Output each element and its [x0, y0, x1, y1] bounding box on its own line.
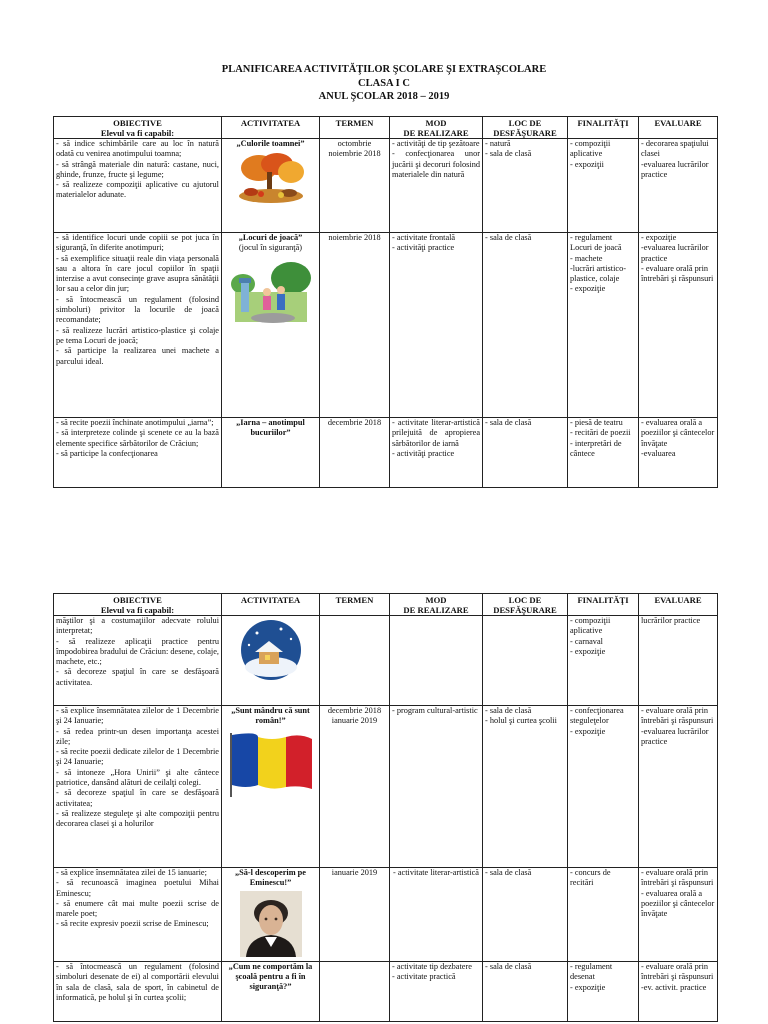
activity-title: „Să-l descoperim pe Eminescu!” [235, 868, 306, 887]
cell-text: - evaluarea orală a poeziilor şi cântecelor învăţate -evaluarea [641, 418, 715, 458]
autumn-picture [237, 152, 305, 204]
finality-cell [568, 962, 639, 1022]
col-header-objectives: OBIECTIVE Elevul va fi capabil: [54, 117, 222, 139]
cell-text: - să identifice locuri unde copiii se pot juca în siguranţă, în diferite anotimpuri; - să exemplifice situaţii reale din viaţa personală sau a altora în care jocul copiilor în spaţii interzise a avut consecinţe grave asupra sănătăţii lor sau a celor din jur; - să întocmească un regulament (folosind simboluri) privitor la locurile de joacă recomandate; - să realizeze lucrări artistico-plastice şi colaje pe tema Locuri de joacă; - să participe la realizarea unei machete a parcului ideal. [56, 233, 219, 366]
col-header-place: LOC DE DESFĂŞURARE [483, 117, 568, 139]
objectives-cell [54, 418, 222, 488]
table-row [54, 418, 718, 488]
cell-text: - natură - sala de clasă [485, 139, 532, 159]
cell-text: - sala de clasă - holul şi curtea şcolii [485, 706, 557, 726]
winter-house-picture [239, 619, 303, 681]
cell-text: - evaluare orală prin întrebări şi răspunsuri - evaluarea orală a poeziilor şi cântecelor învăţate [641, 868, 715, 919]
objectives-cell [54, 868, 222, 962]
col-header-finality: FINALITĂŢI [568, 594, 639, 616]
term-cell [320, 418, 390, 488]
mode-cell [390, 139, 483, 233]
finality-cell [568, 616, 639, 706]
cell-text: - activitate frontală - activităţi practice [392, 233, 456, 253]
place-cell [483, 616, 568, 706]
cell-text: - să explice însemnătatea zilei de 15 ianuarie; - să recunoască imaginea poetului Mihai Eminescu; - să enumere cât mai multe poezii scrise de marele poet; - să recite expresiv poezii scrise de Eminescu; [56, 868, 219, 929]
activity-title: „Culorile toamnei” [236, 139, 305, 148]
mode-cell [390, 962, 483, 1022]
activity-cell [222, 616, 320, 706]
place-cell [483, 139, 568, 233]
cell-text: ianuarie 2019 [331, 868, 378, 877]
cell-text: - evaluare orală prin întrebări şi răspunsuri -ev. activit. practice [641, 962, 714, 992]
cell-text: măştilor şi a costumaţiilor adecvate rolului interpretat; - să realizeze aplicaţii practice pentru împodobirea bradului de Crăciun: desene, colaje, machete, etc.; - să decoreze spaţiul în care se desfăşoară activitatea. [56, 616, 219, 687]
finality-cell [568, 418, 639, 488]
mode-cell [390, 868, 483, 962]
activity-title: „Sunt mândru că sunt român!” [231, 706, 310, 725]
eminescu-portrait [240, 891, 302, 957]
activity-cell [222, 139, 320, 233]
cell-text: - să explice însemnătatea zilelor de 1 Decembrie şi 24 Ianuarie; - să redea printr-un desen importanţa acestei zile; - să recite poezii dedicate zilelor de 1 Decembrie şi 24 Ianuarie; - să intoneze „Hora Unirii” şi alte cântece patriotice, dansând alături de ceilalţi colegi. - să decoreze spaţiul în care se desfăşoară activitatea; - să realizeze steguleţe şi alte compoziţii pentru decorarea clasei şi a holurilor [56, 706, 219, 829]
cell-text: - activităţi de tip şezătoare - confecţionarea unor jucării şi decoruri folosind materialele din natură [392, 139, 480, 179]
cell-text: - piesă de teatru - recitări de poezii - interpretări de cântece [570, 418, 631, 458]
activity-title: „Iarna – anotimpul bucuriilor” [236, 418, 305, 437]
cell-text: noiembrie 2018 [328, 233, 381, 242]
term-cell [320, 706, 390, 868]
cell-text: - sala de clasă [485, 962, 532, 971]
col-header-term: TERMEN [320, 117, 390, 139]
place-cell [483, 418, 568, 488]
cell-text: - compoziţii aplicative - expoziţii [570, 139, 611, 169]
activity-cell [222, 962, 320, 1022]
class-label: CLASA I C [358, 78, 410, 89]
activity-cell [222, 706, 320, 868]
col-header-activity: ACTIVITATEA [222, 117, 320, 139]
cell-text: - sala de clasă [485, 868, 532, 877]
cell-text: decembrie 2018 ianuarie 2019 [327, 706, 382, 726]
cell-text: - expoziţie -evaluarea lucrărilor practice - evaluare orală prin întrebări şi răspunsuri [641, 233, 714, 284]
cell-text: - să întocmească un regulament (folosind simboluri desenate de ei) al comportării elevului în sala de clasă, sala de sport, în cabinetul de informatică, pe holul şi în curtea şcolii; [56, 962, 219, 1002]
col-header-evaluation: EVALUARE [639, 117, 718, 139]
activity-title: „Cum ne comportăm la şcoală pentru a fi în siguranţă?” [228, 962, 313, 991]
activity-cell [222, 418, 320, 488]
objectives-cell [54, 962, 222, 1022]
col-header-term: TERMEN [320, 594, 390, 616]
finality-cell [568, 139, 639, 233]
cell-text: - sala de clasă [485, 233, 532, 242]
term-cell [320, 868, 390, 962]
objectives-cell [54, 139, 222, 233]
evaluation-cell [639, 706, 718, 868]
cell-text: lucrărilor practice [641, 616, 701, 625]
term-cell [320, 616, 390, 706]
col-header-activity: ACTIVITATEA [222, 594, 320, 616]
cell-text: - confecţionarea steguleţelor - expoziţie [570, 706, 624, 736]
objectives-cell [54, 616, 222, 706]
cell-text: - regulament desenat - expoziţie [570, 962, 613, 992]
place-cell [483, 868, 568, 962]
cell-text: decembrie 2018 [327, 418, 382, 427]
table-row [54, 962, 718, 1022]
cell-text: - concurs de recitări [570, 868, 611, 888]
table-row [54, 868, 718, 962]
cell-text: - activitate tip dezbatere - activitate practică [392, 962, 472, 982]
planning-table-page-1 [53, 116, 718, 488]
cell-text: - compoziţii aplicative - carnaval - expoziţie [570, 616, 611, 656]
col-header-place: LOC DE DESFĂŞURARE [483, 594, 568, 616]
table-row [54, 233, 718, 418]
activity-cell [222, 233, 320, 418]
finality-cell [568, 868, 639, 962]
evaluation-cell [639, 868, 718, 962]
cell-text: - evaluare orală prin întrebări şi răspunsuri -evaluarea lucrărilor practice [641, 706, 714, 746]
col-header-objectives: OBIECTIVE Elevul va fi capabil: [54, 594, 222, 616]
objectives-cell [54, 233, 222, 418]
cell-text: - decorarea spaţiului clasei -evaluarea lucrărilor practice [641, 139, 709, 179]
cell-text: - regulament Locuri de joacă - machete -lucrări artistico-plastice, colaje - expoziţie [570, 233, 626, 294]
term-cell [320, 233, 390, 418]
playground-picture [229, 256, 313, 328]
cell-text: octombrie noiembrie 2018 [328, 139, 381, 159]
term-cell [320, 139, 390, 233]
col-header-mode: MOD DE REALIZARE [390, 594, 483, 616]
evaluation-cell [639, 616, 718, 706]
col-header-mode: MOD DE REALIZARE [390, 117, 483, 139]
planning-table-page-2 [53, 593, 718, 1022]
activity-subtitle: (jocul în siguranţă) [238, 243, 303, 252]
evaluation-cell [639, 233, 718, 418]
table-row [54, 706, 718, 868]
document-title: PLANIFICAREA ACTIVITĂŢILOR ŞCOLARE ŞI EXTRAŞCOLARE [221, 64, 547, 75]
mode-cell [390, 233, 483, 418]
mode-cell [390, 616, 483, 706]
col-header-evaluation: EVALUARE [639, 594, 718, 616]
cell-text: - sala de clasă [485, 418, 532, 427]
evaluation-cell [639, 418, 718, 488]
cell-text: - să recite poezii închinate anotimpului „iarna”; - să interpreteze colinde şi scenete ce au la bază elemente specifice sărbătorilor de Crăciun; - să participe la confecţionarea [56, 418, 219, 458]
cell-text: - să indice schimbările care au loc în natură odată cu venirea anotimpului toamna; - să strângă materiale din natură: castane, nuci, ghinde, frunze, fructe şi legume; - să realizeze compoziţii aplicative cu ajutorul materialelor adunate. [56, 139, 219, 200]
place-cell [483, 233, 568, 418]
cell-text: - activitate literar-artistică prilejuită de apropierea sărbătorilor de iarnă - activităţi practice [392, 418, 480, 458]
activity-title: „Locuri de joacă” [238, 233, 303, 242]
term-cell [320, 962, 390, 1022]
cell-text: - activitate literar-artistică [393, 868, 479, 877]
objectives-cell [54, 706, 222, 868]
mode-cell [390, 706, 483, 868]
table-row [54, 616, 718, 706]
table-row [54, 139, 718, 233]
col-header-finality: FINALITĂŢI [568, 117, 639, 139]
cell-text: - program cultural-artistic [392, 706, 478, 715]
evaluation-cell [639, 962, 718, 1022]
activity-cell [222, 868, 320, 962]
place-cell [483, 706, 568, 868]
school-year: ANUL ŞCOLAR 2018 – 2019 [318, 91, 450, 102]
place-cell [483, 962, 568, 1022]
mode-cell [390, 418, 483, 488]
romanian-flag-picture [228, 729, 314, 799]
finality-cell [568, 233, 639, 418]
finality-cell [568, 706, 639, 868]
evaluation-cell [639, 139, 718, 233]
